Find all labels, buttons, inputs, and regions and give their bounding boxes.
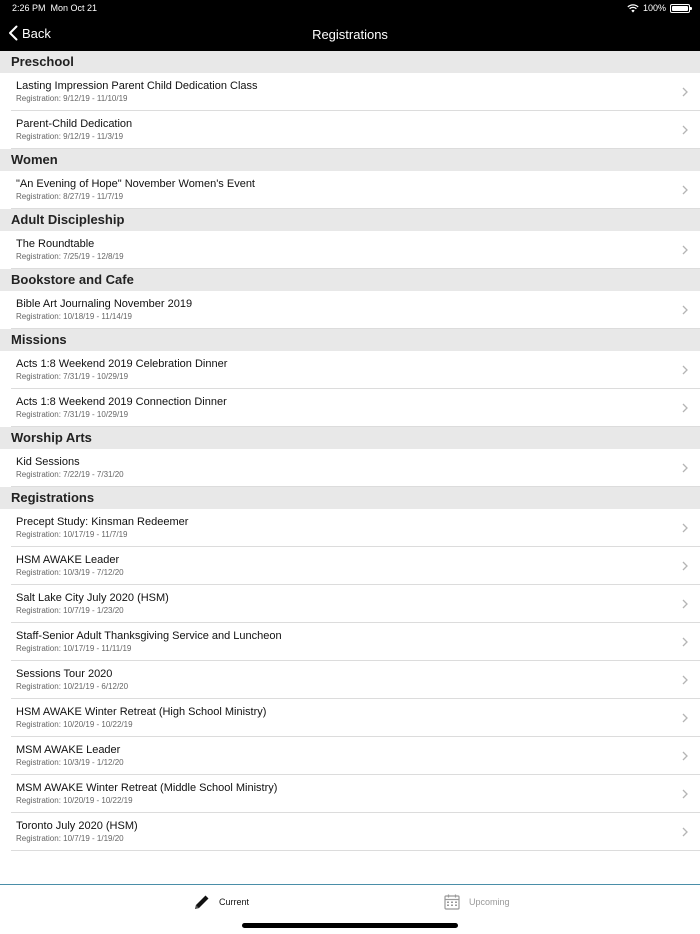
list-item[interactable] bbox=[0, 661, 700, 699]
tab-current[interactable] bbox=[193, 893, 249, 911]
tab-upcoming[interactable] bbox=[443, 893, 510, 911]
list-item-registration-dates: Registration: 10/20/19 - 10/22/19 bbox=[16, 720, 133, 729]
list-item[interactable] bbox=[0, 737, 700, 775]
list-item-title: Sessions Tour 2020 bbox=[16, 668, 113, 680]
list-item-title: MSM AWAKE Winter Retreat (Middle School Ministry) bbox=[16, 782, 278, 794]
list-item-title: MSM AWAKE Leader bbox=[16, 744, 121, 756]
list-item-registration-dates: Registration: 7/25/19 - 12/8/19 bbox=[16, 252, 124, 261]
chevron-right-icon bbox=[682, 245, 688, 255]
list-item-title: Acts 1:8 Weekend 2019 Connection Dinner bbox=[16, 396, 227, 408]
list-item[interactable] bbox=[0, 585, 700, 623]
navigation-bar bbox=[0, 17, 700, 51]
chevron-right-icon bbox=[682, 637, 688, 647]
list-item[interactable] bbox=[0, 547, 700, 585]
list-item-registration-dates: Registration: 10/17/19 - 11/11/19 bbox=[16, 644, 132, 653]
list-item[interactable] bbox=[0, 73, 700, 111]
list-item-title: HSM AWAKE Leader bbox=[16, 554, 120, 566]
home-indicator bbox=[242, 923, 458, 928]
registration-list bbox=[0, 51, 700, 851]
list-item-title: Salt Lake City July 2020 (HSM) bbox=[16, 592, 169, 604]
list-item[interactable] bbox=[0, 291, 700, 329]
list-item-registration-dates: Registration: 10/3/19 - 1/12/20 bbox=[16, 758, 124, 767]
list-item[interactable] bbox=[0, 171, 700, 209]
list-item-registration-dates: Registration: 10/7/19 - 1/19/20 bbox=[16, 834, 124, 843]
section-header: Missions bbox=[0, 329, 700, 351]
list-item-registration-dates: Registration: 8/27/19 - 11/7/19 bbox=[16, 192, 124, 201]
list-item[interactable] bbox=[0, 231, 700, 269]
status-time: 2:26 PM Mon Oct 21 bbox=[12, 3, 98, 13]
list-item-title: Parent-Child Dedication bbox=[16, 118, 133, 130]
list-item[interactable] bbox=[0, 351, 700, 389]
section-header: Bookstore and Cafe bbox=[0, 269, 700, 291]
chevron-right-icon bbox=[682, 185, 688, 195]
list-item[interactable] bbox=[0, 699, 700, 737]
list-item[interactable] bbox=[0, 623, 700, 661]
chevron-right-icon bbox=[682, 675, 688, 685]
pencil-icon bbox=[193, 893, 211, 911]
battery-percent: 100% bbox=[642, 3, 666, 13]
chevron-right-icon bbox=[682, 463, 688, 473]
chevron-right-icon bbox=[682, 599, 688, 609]
chevron-right-icon bbox=[682, 827, 688, 837]
list-item-title: Kid Sessions bbox=[16, 456, 80, 468]
list-item-registration-dates: Registration: 9/12/19 - 11/3/19 bbox=[16, 132, 124, 141]
list-item-registration-dates: Registration: 10/7/19 - 1/23/20 bbox=[16, 606, 124, 615]
list-item[interactable] bbox=[0, 449, 700, 487]
section-header: Worship Arts bbox=[0, 427, 700, 449]
section-header: Women bbox=[0, 149, 700, 171]
list-item-registration-dates: Registration: 7/31/19 - 10/29/19 bbox=[16, 372, 129, 381]
page-title: Registrations bbox=[312, 27, 388, 42]
chevron-right-icon bbox=[682, 365, 688, 375]
chevron-right-icon bbox=[682, 561, 688, 571]
chevron-right-icon bbox=[682, 789, 688, 799]
list-item-registration-dates: Registration: 7/31/19 - 10/29/19 bbox=[16, 410, 129, 419]
list-item-title: HSM AWAKE Winter Retreat (High School Ministry) bbox=[16, 706, 267, 718]
back-button-label: Back bbox=[22, 25, 51, 41]
list-item-registration-dates: Registration: 7/22/19 - 7/31/20 bbox=[16, 470, 124, 479]
list-item-registration-dates: Registration: 10/18/19 - 11/14/19 bbox=[16, 312, 132, 321]
list-item-registration-dates: Registration: 10/21/19 - 6/12/20 bbox=[16, 682, 129, 691]
status-right bbox=[627, 3, 690, 13]
chevron-right-icon bbox=[682, 713, 688, 723]
list-item-registration-dates: Registration: 10/20/19 - 10/22/19 bbox=[16, 796, 133, 805]
list-item[interactable] bbox=[0, 389, 700, 427]
list-item-title: Staff-Senior Adult Thanksgiving Service and Luncheon bbox=[16, 630, 282, 642]
battery-icon bbox=[670, 4, 690, 13]
section-header: Preschool bbox=[0, 51, 700, 73]
list-item-title: Precept Study: Kinsman Redeemer bbox=[16, 516, 189, 528]
list-item[interactable] bbox=[0, 813, 700, 851]
list-item-title: Bible Art Journaling November 2019 bbox=[16, 298, 193, 310]
section-header: Adult Discipleship bbox=[0, 209, 700, 231]
list-item-registration-dates: Registration: 10/17/19 - 11/7/19 bbox=[16, 530, 128, 539]
chevron-right-icon bbox=[682, 87, 688, 97]
list-item-title: Toronto July 2020 (HSM) bbox=[16, 820, 138, 832]
list-item-registration-dates: Registration: 10/3/19 - 7/12/20 bbox=[16, 568, 124, 577]
list-item-title: The Roundtable bbox=[16, 238, 95, 250]
wifi-icon bbox=[627, 4, 639, 13]
list-item[interactable] bbox=[0, 775, 700, 813]
chevron-right-icon bbox=[682, 523, 688, 533]
list-item-title: Lasting Impression Parent Child Dedication Class bbox=[16, 80, 258, 92]
chevron-right-icon bbox=[682, 305, 688, 315]
tab-upcoming-label: Upcoming bbox=[469, 897, 510, 907]
section-header: Registrations bbox=[0, 487, 700, 509]
list-item-registration-dates: Registration: 9/12/19 - 11/10/19 bbox=[16, 94, 128, 103]
chevron-right-icon bbox=[682, 751, 688, 761]
chevron-right-icon bbox=[682, 125, 688, 135]
calendar-icon bbox=[443, 893, 461, 911]
list-item-title: "An Evening of Hope" November Women's Event bbox=[16, 178, 255, 190]
chevron-right-icon bbox=[682, 403, 688, 413]
list-item[interactable] bbox=[0, 111, 700, 149]
status-bar bbox=[0, 0, 700, 17]
list-item-title: Acts 1:8 Weekend 2019 Celebration Dinner bbox=[16, 358, 228, 370]
list-item[interactable] bbox=[0, 509, 700, 547]
tab-current-label: Current bbox=[219, 897, 250, 907]
